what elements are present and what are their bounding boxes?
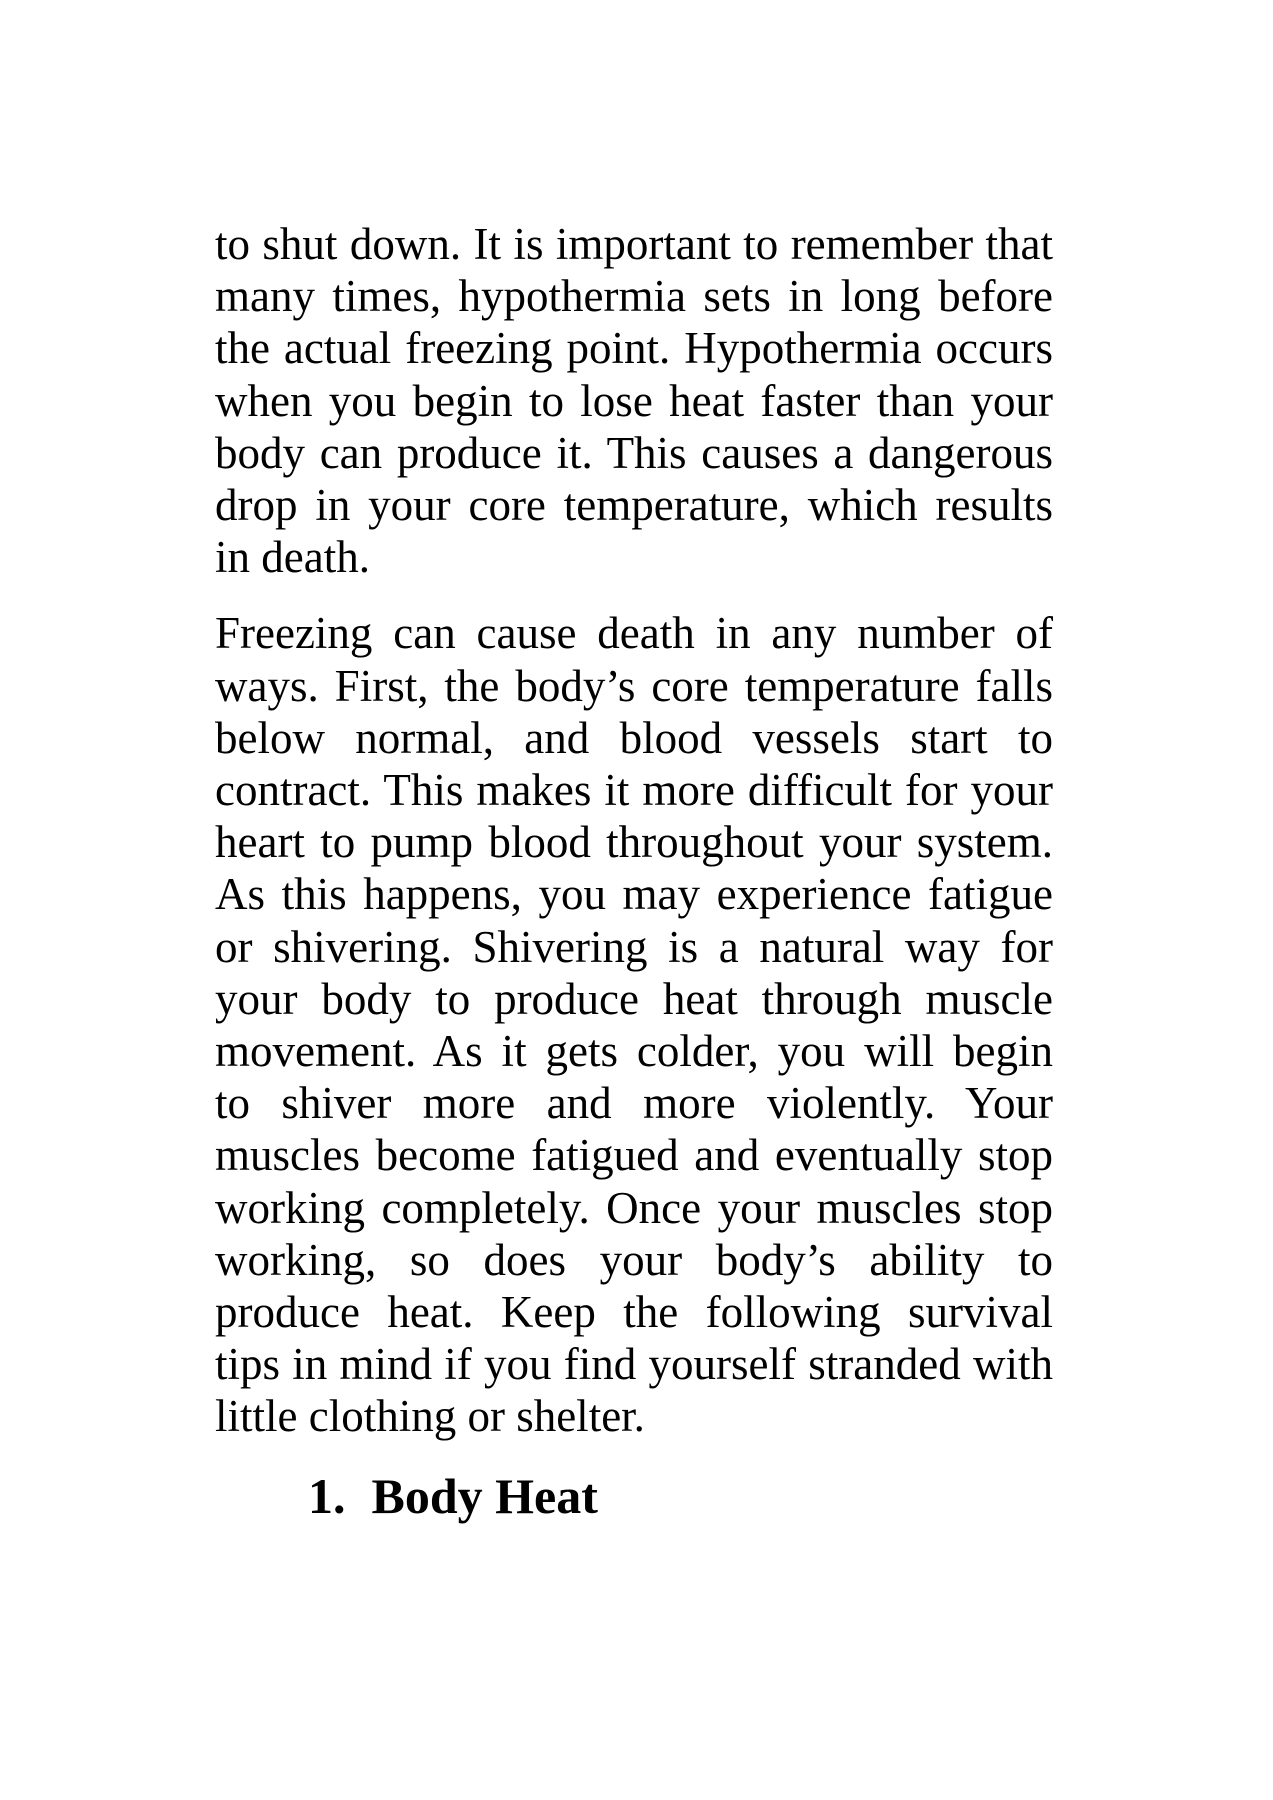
paragraph: [215, 218, 1053, 583]
text-line: below normal, and blood vessels start to: [215, 712, 1053, 763]
text-line: heart to pump blood throughout your system.: [215, 817, 1053, 868]
text-column: [215, 218, 1053, 1525]
text-line: movement. As it gets colder, you will begin: [215, 1026, 1053, 1077]
text-line: Freezing can cause death in any number of: [215, 608, 1053, 659]
text-line: drop in your core temperature, which results: [215, 480, 1053, 531]
text-line: As this happens, you may experience fatigue: [215, 869, 1053, 920]
text-line: muscles become fatigued and eventually stop: [215, 1130, 1053, 1181]
text-line: to shiver more and more violently. Your: [215, 1078, 1053, 1129]
text-line: working, so does your body’s ability to: [215, 1234, 1053, 1285]
section-heading: [215, 1467, 1053, 1525]
text-line: in death.: [215, 532, 370, 583]
paragraph: [215, 607, 1053, 1442]
heading-text: Body Heat: [371, 1467, 598, 1524]
text-line: to shut down. It is important to remember that: [215, 219, 1053, 269]
text-line: your body to produce heat through muscle: [215, 973, 1053, 1024]
text-line: little clothing or shelter.: [215, 1391, 645, 1442]
heading-number: 1.: [308, 1467, 346, 1524]
text-line: when you begin to lose heat faster than your: [215, 375, 1053, 426]
text-line: body can produce it. This causes a dangerous: [215, 427, 1053, 478]
text-line: many times, hypothermia sets in long before: [215, 271, 1053, 322]
text-line: working completely. Once your muscles stop: [215, 1182, 1053, 1233]
text-line: or shivering. Shivering is a natural way for: [215, 921, 1053, 972]
text-line: the actual freezing point. Hypothermia occurs: [215, 323, 1053, 374]
text-line: contract. This makes it more difficult for your: [215, 765, 1053, 816]
text-line: tips in mind if you find yourself stranded with: [215, 1339, 1053, 1390]
text-line: ways. First, the body’s core temperature falls: [215, 660, 1053, 711]
body-text: [215, 218, 1053, 1443]
text-line: produce heat. Keep the following survival: [215, 1287, 1053, 1338]
